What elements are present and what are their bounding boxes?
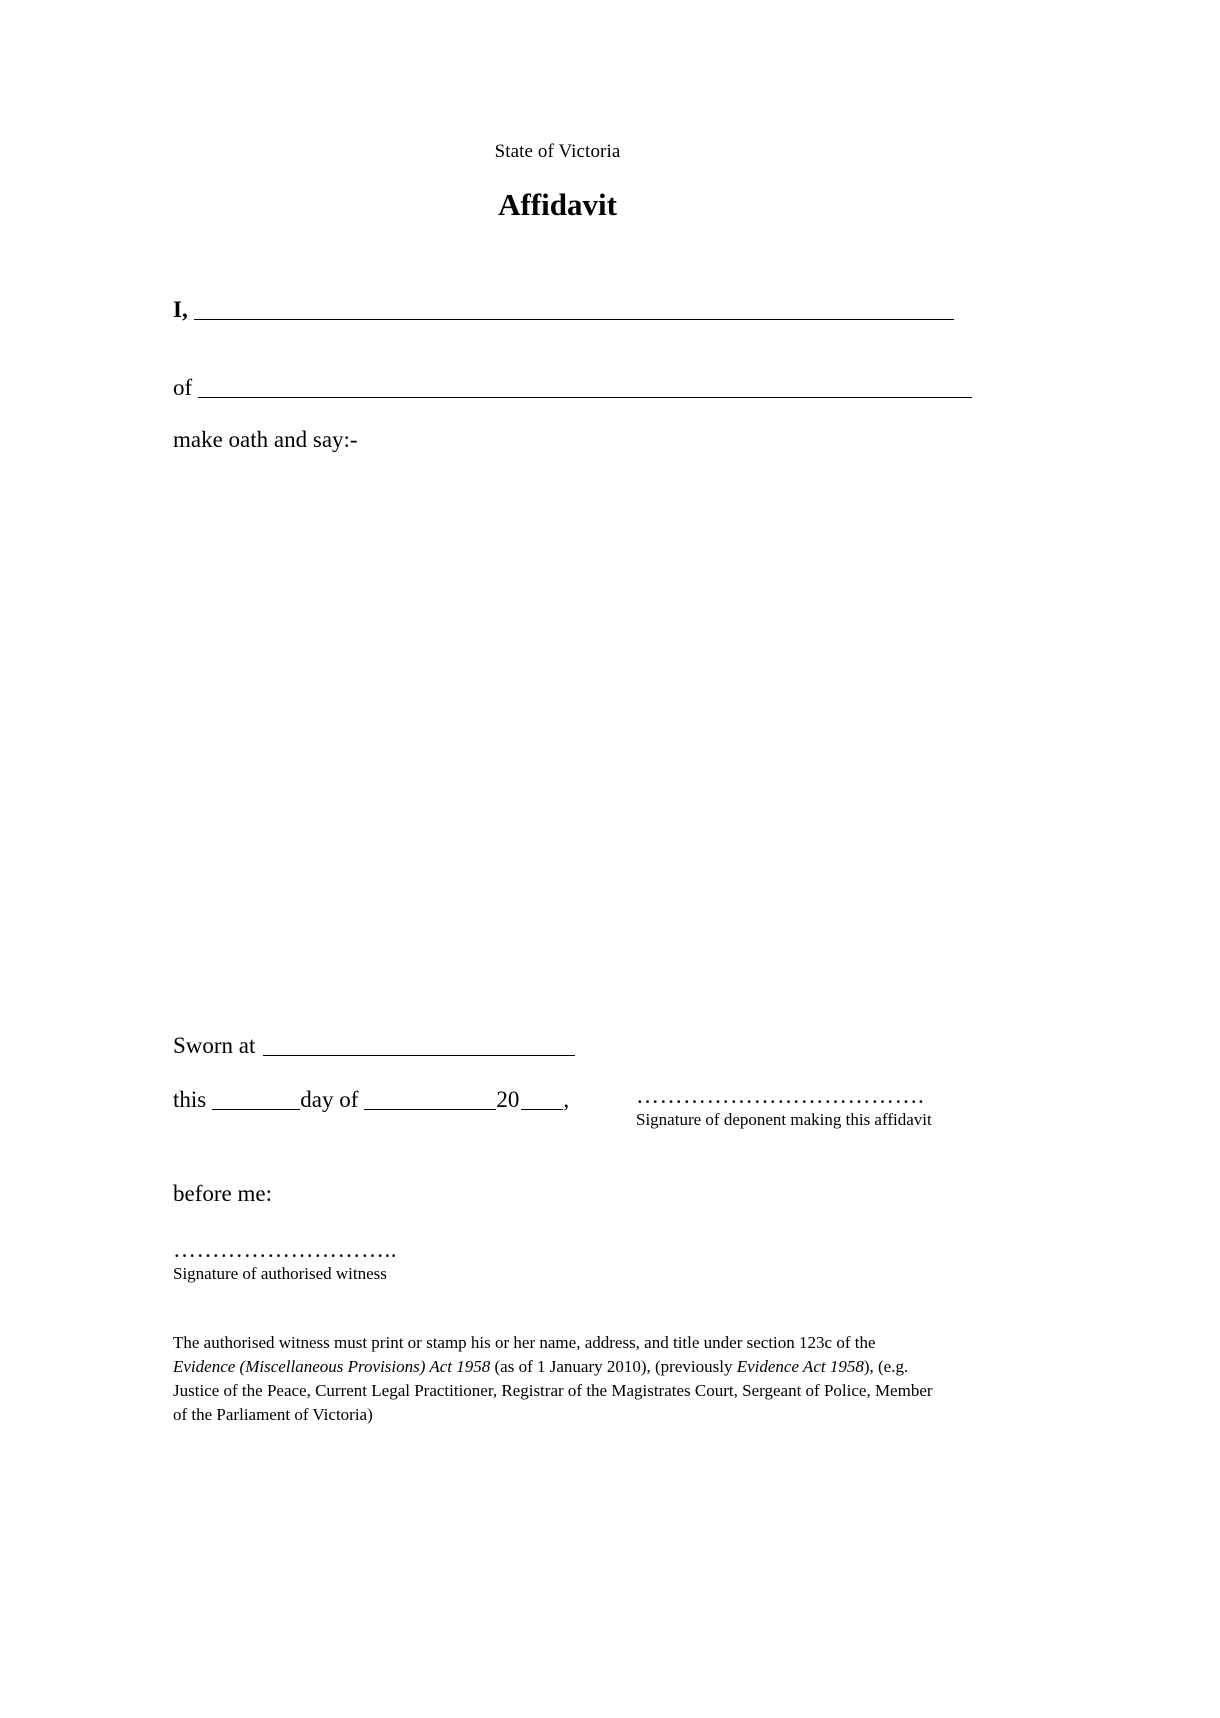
note-act-citation-2: Evidence Act 1958 <box>736 1357 864 1377</box>
deponent-signature-caption: Signature of deponent making this affidavit <box>636 1110 932 1129</box>
date-comma: , <box>563 1087 570 1112</box>
month-input-rule[interactable] <box>364 1109 496 1110</box>
deponent-address-field-row <box>173 374 972 403</box>
deponent-name-label: I, <box>173 297 188 322</box>
this-label: this <box>173 1087 207 1112</box>
deponent-signature-block <box>636 1084 932 1131</box>
day-of-label: day of <box>300 1087 359 1112</box>
day-input-rule[interactable] <box>212 1109 300 1110</box>
sworn-at-field-row <box>173 1032 575 1061</box>
note-part-2: (as of 1 January 2010), (previously <box>490 1357 737 1377</box>
year-prefix-label: 20 <box>496 1087 520 1112</box>
year-input-rule[interactable] <box>521 1109 563 1110</box>
state-line: State of Victoria <box>494 141 621 162</box>
note-act-citation-1: Evidence (Miscellaneous Provisions) Act 1958 <box>173 1357 491 1377</box>
witness-instructions-note <box>173 1331 933 1428</box>
deponent-name-field-row <box>173 296 954 325</box>
witness-signature-line[interactable]: ……………………….. <box>173 1237 397 1262</box>
sworn-date-field-row <box>173 1086 569 1115</box>
witness-signature-caption: Signature of authorised witness <box>173 1264 387 1283</box>
note-part-3: ), (e.g. Justice of the Peace, Current Legal Practitioner, Registrar of the Magistrates Court, Sergeant of Police, Member of the Parliament of Victoria) <box>173 1357 933 1425</box>
deponent-address-input-rule[interactable] <box>198 397 972 398</box>
page-title: Affidavit <box>498 187 617 222</box>
witness-signature-block <box>173 1238 397 1285</box>
note-part-1: The authorised witness must print or stamp his or her name, address, and title under section 123c of the <box>173 1333 876 1352</box>
sworn-at-label: Sworn at <box>173 1033 256 1058</box>
deponent-name-input-rule[interactable] <box>194 319 954 320</box>
deponent-address-label: of <box>173 375 193 400</box>
oath-statement: make oath and say:- <box>173 427 358 452</box>
before-me-label: before me: <box>173 1181 272 1206</box>
sworn-at-input-rule[interactable] <box>263 1055 575 1056</box>
deponent-signature-line[interactable]: ………………………………. <box>636 1083 925 1108</box>
